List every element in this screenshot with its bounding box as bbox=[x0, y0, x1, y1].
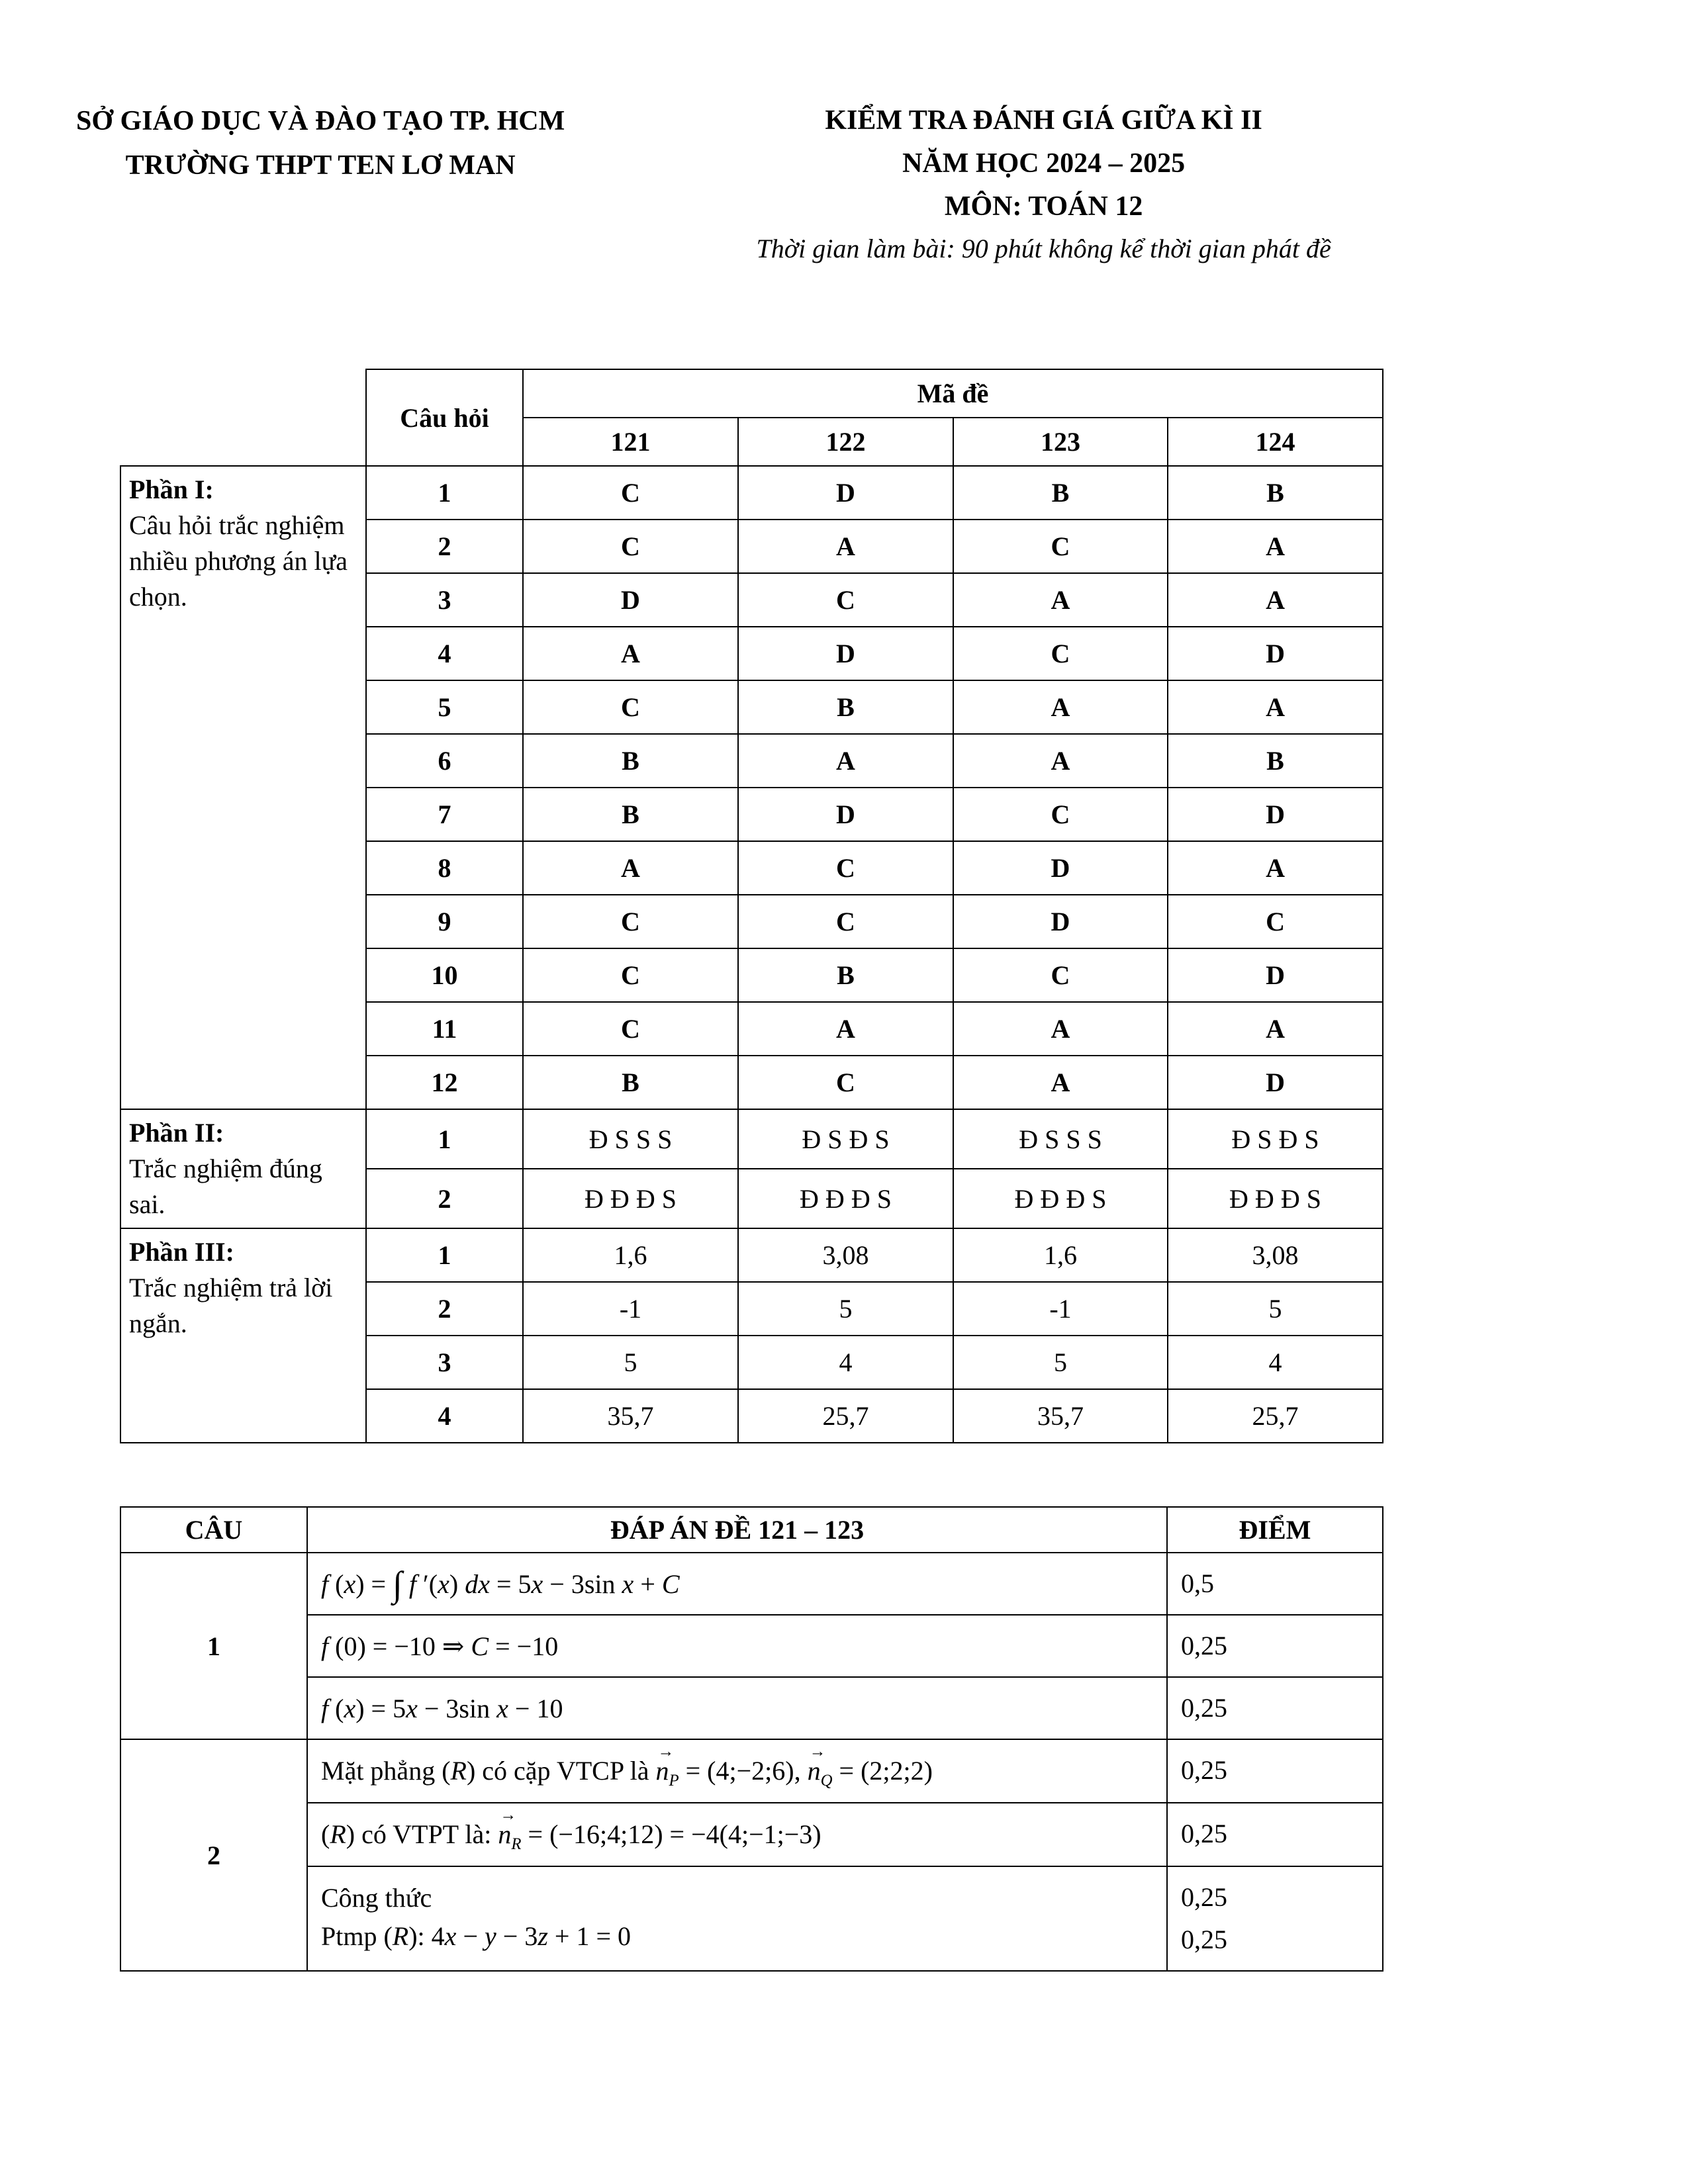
math-text: ) có VTPT là: bbox=[346, 1819, 498, 1850]
answer-cell: C bbox=[953, 627, 1168, 680]
answer-cell: 1,6 bbox=[523, 1228, 738, 1282]
math-text: Mặt phẳng ( bbox=[321, 1756, 451, 1786]
subject: MÔN: TOÁN 12 bbox=[944, 191, 1143, 222]
question-number: 1 bbox=[366, 1228, 523, 1282]
answer-row bbox=[120, 1228, 1383, 1282]
answer-cell: C bbox=[523, 1002, 738, 1056]
answer-cell: B bbox=[738, 948, 953, 1002]
exam-duration: Thời gian làm bài: 90 phút không kể thời gian phát đề bbox=[756, 234, 1331, 264]
answer-cell: Đ Đ Đ S bbox=[953, 1169, 1168, 1228]
math-text: ( bbox=[328, 1694, 344, 1724]
question-number: 3 bbox=[366, 1336, 523, 1389]
question-number: 4 bbox=[366, 1389, 523, 1443]
answer-row bbox=[120, 1109, 1383, 1169]
answer-cell: D bbox=[953, 841, 1168, 895]
answer-key-section bbox=[120, 369, 1688, 1443]
answer-cell: A bbox=[953, 1002, 1168, 1056]
question-number: 11 bbox=[366, 1002, 523, 1056]
question-number: 2 bbox=[366, 1169, 523, 1228]
answer-cell: A bbox=[738, 1002, 953, 1056]
math-text: (0) = −10 ⇒ bbox=[328, 1631, 471, 1662]
question-number: 6 bbox=[366, 734, 523, 788]
question-number: 3 bbox=[366, 573, 523, 627]
vector-symbol: n → bbox=[655, 1752, 669, 1790]
answer-cell: 1,6 bbox=[953, 1228, 1168, 1282]
answer-table-body bbox=[120, 466, 1383, 1443]
math-text: f bbox=[321, 1694, 329, 1724]
answer-cell: A bbox=[1168, 520, 1383, 573]
answer-cell: Đ S S S bbox=[953, 1109, 1168, 1169]
answer-cell: 5 bbox=[1168, 1282, 1383, 1336]
solution-table-body bbox=[120, 1553, 1383, 1971]
math-text: ) = 5 bbox=[355, 1694, 406, 1724]
math-text: R bbox=[450, 1756, 467, 1786]
math-text: x bbox=[344, 1569, 356, 1600]
section-label bbox=[120, 1228, 366, 1443]
score-value: 0,25 bbox=[1167, 1739, 1383, 1803]
math-text: = −10 bbox=[489, 1631, 559, 1662]
answer-cell: C bbox=[953, 948, 1168, 1002]
question-number: 2 bbox=[366, 1282, 523, 1336]
math-text: C bbox=[471, 1631, 489, 1662]
answer-cell: A bbox=[1168, 1002, 1383, 1056]
math-text: C bbox=[661, 1569, 680, 1600]
diem-column-header: ĐIỂM bbox=[1167, 1507, 1383, 1553]
answer-cell: A bbox=[1168, 841, 1383, 895]
answer-cell: 35,7 bbox=[523, 1389, 738, 1443]
answer-cell: C bbox=[953, 520, 1168, 573]
solution-step bbox=[307, 1615, 1167, 1677]
math-text: x bbox=[622, 1569, 634, 1600]
answer-cell: A bbox=[523, 841, 738, 895]
answer-cell: 5 bbox=[523, 1336, 738, 1389]
answer-cell: C bbox=[738, 573, 953, 627]
answer-cell: 5 bbox=[738, 1282, 953, 1336]
answer-cell: C bbox=[523, 520, 738, 573]
question-number: 9 bbox=[366, 895, 523, 948]
answer-cell: Đ S Đ S bbox=[1168, 1109, 1383, 1169]
section-title: Phần I: bbox=[129, 475, 214, 505]
dapan-column-header: ĐÁP ÁN ĐỀ 121 – 123 bbox=[307, 1507, 1167, 1553]
section-title: Phần III: bbox=[129, 1237, 234, 1267]
question-number: 10 bbox=[366, 948, 523, 1002]
answer-cell: -1 bbox=[523, 1282, 738, 1336]
answer-cell: A bbox=[738, 520, 953, 573]
math-text: z bbox=[538, 1921, 548, 1952]
math-text: x bbox=[438, 1569, 449, 1600]
math-text: = (2;2;2) bbox=[832, 1756, 933, 1786]
question-number: 7 bbox=[366, 788, 523, 841]
solution-row bbox=[120, 1677, 1383, 1739]
cau-column-header: CÂU bbox=[120, 1507, 307, 1553]
answer-cell: A bbox=[953, 1056, 1168, 1109]
answer-cell: D bbox=[1168, 788, 1383, 841]
math-text: R bbox=[330, 1819, 346, 1850]
code-121-header: 121 bbox=[523, 418, 738, 466]
school-block bbox=[76, 99, 565, 188]
score-value: 0,25 bbox=[1167, 1677, 1383, 1739]
code-124-header: 124 bbox=[1168, 418, 1383, 466]
answer-cell: B bbox=[738, 680, 953, 734]
answer-cell: D bbox=[738, 466, 953, 520]
question-number: 4 bbox=[366, 627, 523, 680]
answer-cell: C bbox=[738, 1056, 953, 1109]
math-text: x bbox=[444, 1921, 457, 1952]
answer-cell: B bbox=[953, 466, 1168, 520]
answer-cell: A bbox=[1168, 680, 1383, 734]
answer-cell: A bbox=[953, 734, 1168, 788]
answer-cell: C bbox=[523, 895, 738, 948]
exam-title-block bbox=[565, 99, 1523, 269]
answer-cell: B bbox=[523, 734, 738, 788]
vector-subscript: Q bbox=[820, 1772, 833, 1790]
section-desc: Câu hỏi trắc nghiệm nhiều phương án lựa chọn. bbox=[129, 510, 348, 612]
answer-cell: C bbox=[738, 841, 953, 895]
question-number: 1 bbox=[366, 1109, 523, 1169]
answer-row bbox=[120, 466, 1383, 520]
math-text: − 3 bbox=[496, 1921, 538, 1952]
answer-cell: D bbox=[953, 895, 1168, 948]
document-header bbox=[0, 99, 1688, 269]
solution-question-number: 1 bbox=[120, 1553, 307, 1739]
math-text: = (4;−2;6), bbox=[679, 1756, 808, 1786]
solution-row bbox=[120, 1866, 1383, 1971]
answer-cell: C bbox=[953, 788, 1168, 841]
answer-cell: D bbox=[523, 573, 738, 627]
question-column-header: Câu hỏi bbox=[366, 369, 523, 466]
section-label bbox=[120, 1109, 366, 1228]
solution-step bbox=[307, 1677, 1167, 1739]
math-text: x bbox=[496, 1694, 508, 1724]
answer-key-table bbox=[120, 369, 1383, 1443]
section-label bbox=[120, 466, 366, 1109]
answer-cell: A bbox=[953, 573, 1168, 627]
answer-cell: C bbox=[1168, 895, 1383, 948]
solution-row bbox=[120, 1615, 1383, 1677]
math-text: Công thức bbox=[321, 1883, 432, 1913]
answer-cell: Đ Đ Đ S bbox=[523, 1169, 738, 1228]
question-number: 12 bbox=[366, 1056, 523, 1109]
blank-corner-cell bbox=[120, 369, 366, 466]
math-text: − 10 bbox=[508, 1694, 563, 1724]
vector-symbol: n → bbox=[808, 1752, 821, 1790]
answer-cell: Đ Đ Đ S bbox=[1168, 1169, 1383, 1228]
answer-cell: D bbox=[738, 627, 953, 680]
answer-cell: 25,7 bbox=[738, 1389, 953, 1443]
answer-cell: D bbox=[1168, 627, 1383, 680]
math-text: ( bbox=[321, 1819, 330, 1850]
answer-cell: A bbox=[738, 734, 953, 788]
answer-cell: 3,08 bbox=[738, 1228, 953, 1282]
vector-subscript: R bbox=[511, 1835, 522, 1854]
answer-cell: 25,7 bbox=[1168, 1389, 1383, 1443]
solution-question-number: 2 bbox=[120, 1739, 307, 1971]
exam-code-header: Mã đề bbox=[523, 369, 1383, 418]
answer-cell: Đ S S S bbox=[523, 1109, 738, 1169]
answer-cell: C bbox=[738, 895, 953, 948]
solution-row bbox=[120, 1553, 1383, 1615]
math-text: + bbox=[633, 1569, 662, 1600]
answer-cell: 4 bbox=[738, 1336, 953, 1389]
solution-step bbox=[307, 1553, 1167, 1615]
section-desc: Trắc nghiệm trả lời ngắn. bbox=[129, 1273, 333, 1339]
math-text: − 3sin bbox=[417, 1694, 497, 1724]
answer-cell: A bbox=[1168, 573, 1383, 627]
math-text: f bbox=[321, 1631, 329, 1662]
math-text: ) có cặp VTCP là bbox=[466, 1756, 656, 1786]
answer-cell: 5 bbox=[953, 1336, 1168, 1389]
solution-row bbox=[120, 1803, 1383, 1866]
solution-row bbox=[120, 1739, 1383, 1803]
math-text: − 3sin bbox=[543, 1569, 622, 1600]
score-value: 0,25 bbox=[1167, 1615, 1383, 1677]
answer-cell: Đ S Đ S bbox=[738, 1109, 953, 1169]
math-text: ∫ bbox=[393, 1564, 402, 1604]
math-text: ) bbox=[449, 1569, 465, 1600]
answer-cell: D bbox=[1168, 948, 1383, 1002]
vector-symbol: n → bbox=[498, 1815, 511, 1854]
school-name: TRƯỜNG THPT TEN LƠ MAN bbox=[125, 150, 516, 181]
score-value: 0,25 0,25 bbox=[1167, 1866, 1383, 1971]
math-text: R bbox=[392, 1921, 409, 1952]
answer-cell: Đ Đ Đ S bbox=[738, 1169, 953, 1228]
math-text: ′( bbox=[416, 1569, 438, 1600]
answer-cell: A bbox=[523, 627, 738, 680]
score-value: 0,25 bbox=[1167, 1803, 1383, 1866]
solution-step bbox=[307, 1866, 1167, 1971]
question-number: 5 bbox=[366, 680, 523, 734]
answer-cell: D bbox=[1168, 1056, 1383, 1109]
math-text: ( bbox=[328, 1569, 344, 1600]
math-text: − bbox=[456, 1921, 485, 1952]
question-number: 8 bbox=[366, 841, 523, 895]
math-text: x bbox=[531, 1569, 543, 1600]
answer-cell: C bbox=[523, 466, 738, 520]
answer-cell: 4 bbox=[1168, 1336, 1383, 1389]
answer-cell: A bbox=[953, 680, 1168, 734]
answer-cell: D bbox=[738, 788, 953, 841]
question-number: 1 bbox=[366, 466, 523, 520]
solution-table bbox=[120, 1506, 1383, 1972]
math-text: f bbox=[402, 1569, 417, 1600]
solution-step bbox=[307, 1739, 1167, 1803]
math-text: x bbox=[406, 1694, 418, 1724]
solution-step bbox=[307, 1803, 1167, 1866]
section-desc: Trắc nghiệm đúng sai. bbox=[129, 1154, 322, 1220]
math-text: ): 4 bbox=[408, 1921, 445, 1952]
answer-cell: B bbox=[523, 788, 738, 841]
score-value: 0,5 bbox=[1167, 1553, 1383, 1615]
code-123-header: 123 bbox=[953, 418, 1168, 466]
math-text: ) = bbox=[355, 1569, 393, 1600]
answer-cell: 35,7 bbox=[953, 1389, 1168, 1443]
math-text: dx bbox=[465, 1569, 490, 1600]
solution-section bbox=[120, 1506, 1688, 1972]
math-text: = (−16;4;12) = −4(4;−1;−3) bbox=[521, 1819, 821, 1850]
code-122-header: 122 bbox=[738, 418, 953, 466]
answer-cell: B bbox=[1168, 466, 1383, 520]
math-text: = 5 bbox=[489, 1569, 532, 1600]
question-number: 2 bbox=[366, 520, 523, 573]
math-text: Ptmp ( bbox=[321, 1921, 393, 1952]
answer-cell: -1 bbox=[953, 1282, 1168, 1336]
math-text: x bbox=[344, 1694, 356, 1724]
answer-cell: 3,08 bbox=[1168, 1228, 1383, 1282]
math-text: y bbox=[485, 1921, 496, 1952]
math-text: + 1 = 0 bbox=[547, 1921, 632, 1952]
department-name: SỞ GIÁO DỤC VÀ ĐÀO TẠO TP. HCM bbox=[76, 106, 565, 136]
answer-cell: B bbox=[523, 1056, 738, 1109]
exam-title: KIỂM TRA ĐÁNH GIÁ GIỮA KÌ II bbox=[825, 105, 1262, 136]
answer-cell: C bbox=[523, 948, 738, 1002]
math-text: f bbox=[321, 1569, 329, 1600]
school-year: NĂM HỌC 2024 – 2025 bbox=[902, 148, 1186, 179]
section-title: Phần II: bbox=[129, 1118, 224, 1148]
vector-subscript: P bbox=[669, 1772, 679, 1790]
answer-cell: C bbox=[523, 680, 738, 734]
answer-cell: B bbox=[1168, 734, 1383, 788]
